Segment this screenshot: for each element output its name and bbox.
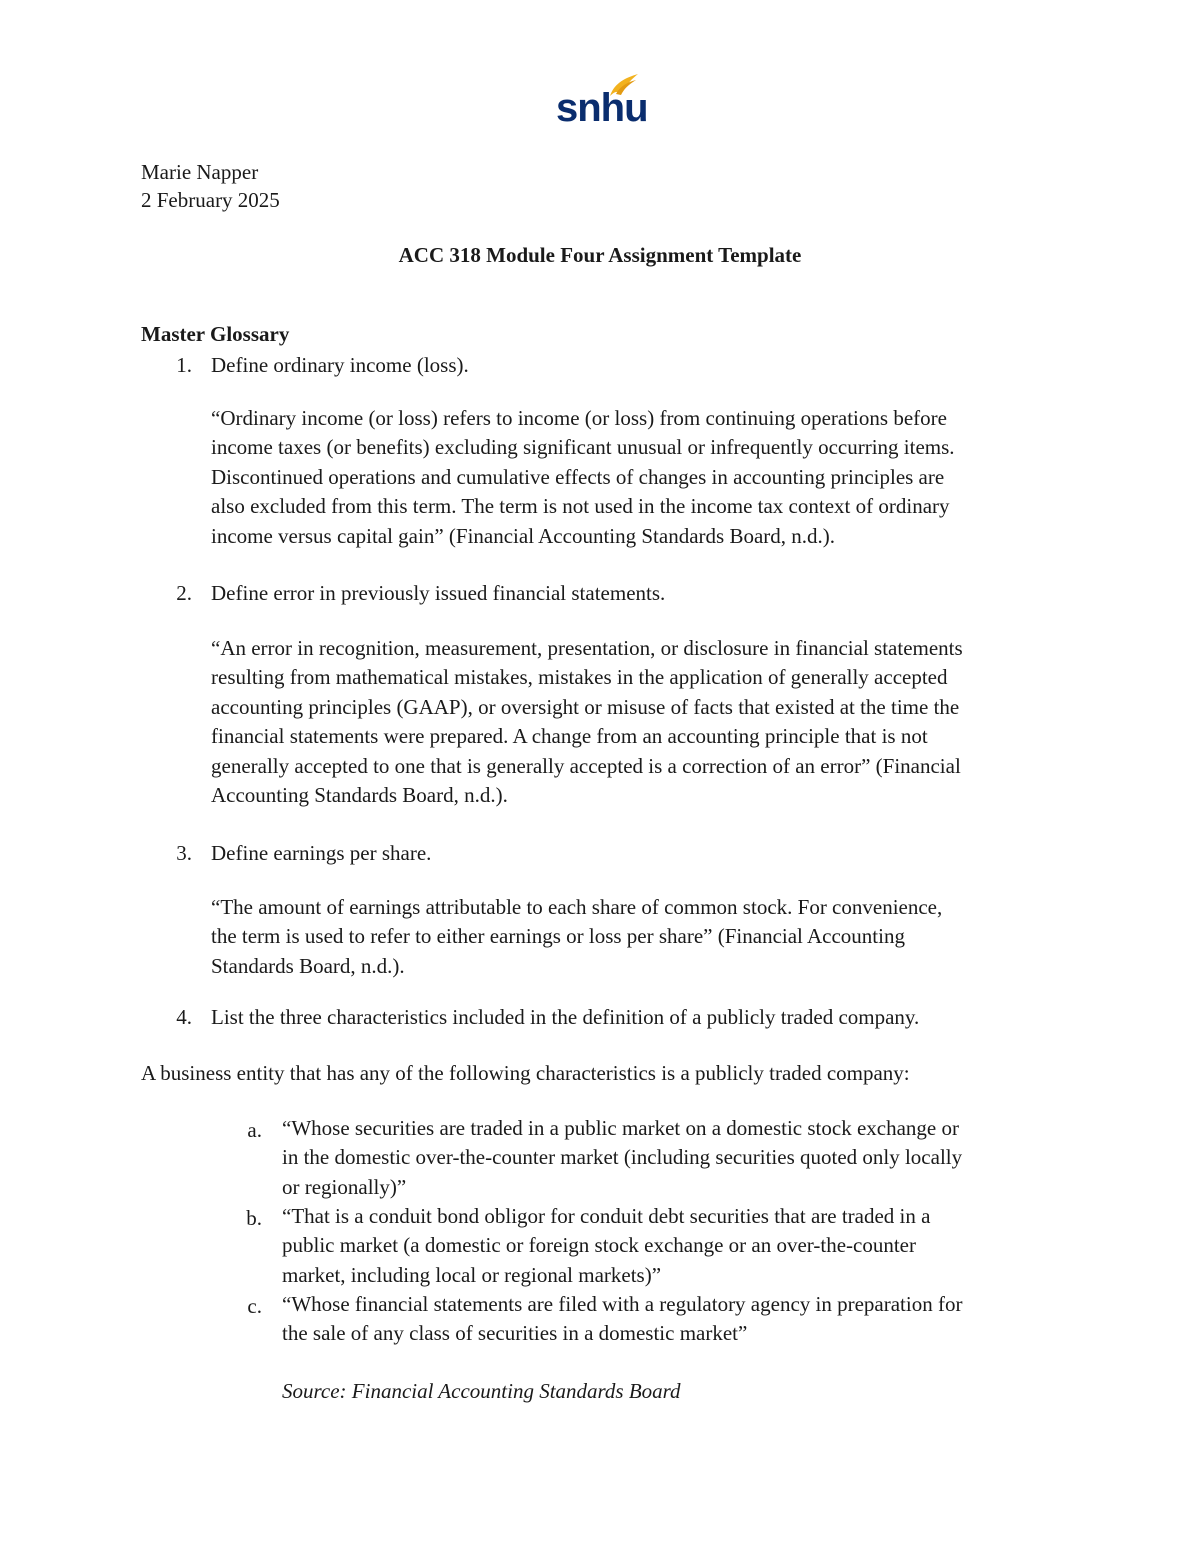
characteristic-line: market, including local or regional markets)” — [282, 1262, 662, 1287]
document-date: 2 February 2025 — [141, 188, 280, 212]
characteristic-c — [282, 1290, 962, 1349]
answer-line: Accounting Standards Board, n.d.). — [211, 783, 508, 808]
characteristic-line: in the domestic over-the-counter market (including securities quoted only locally — [282, 1145, 963, 1170]
characteristic-line: “That is a conduit bond obligor for conduit debt securities that are traded in a — [282, 1204, 931, 1228]
answer-line: “The amount of earnings attributable to each share of common stock. For convenience, — [211, 895, 943, 919]
answer-line: resulting from mathematical mistakes, mistakes in the application of generally accepted — [211, 665, 948, 690]
question-prompt: Define error in previously issued financial statements. — [211, 581, 666, 605]
question-prompt: List the three characteristics included in the definition of a publicly traded company. — [211, 1005, 920, 1029]
answer-line: income taxes (or benefits) excluding significant unusual or infrequently occurring items. — [211, 435, 955, 460]
characteristic-line: “Whose securities are traded in a public market on a domestic stock exchange or — [282, 1116, 959, 1140]
snhu-logo — [552, 72, 648, 134]
question-number: 4. — [176, 1005, 192, 1029]
page-title: ACC 318 Module Four Assignment Template — [398, 243, 802, 267]
characteristic-line: the sale of any class of securities in a domestic market” — [282, 1321, 748, 1346]
author-name: Marie Napper — [141, 160, 259, 184]
question-prompt: Define earnings per share. — [211, 841, 432, 865]
characteristic-line: public market (a domestic or foreign stock exchange or an over-the-counter — [282, 1233, 916, 1258]
question-number: 3. — [176, 841, 192, 865]
characteristic-line: or regionally)” — [282, 1174, 407, 1199]
answer-line: the term is used to refer to either earnings or loss per share” (Financial Accounting — [211, 924, 905, 949]
answer-line: “Ordinary income (or loss) refers to income (or loss) from continuing operations before — [211, 406, 947, 430]
section-heading: Master Glossary — [141, 322, 290, 346]
source-citation: Source: Financial Accounting Standards Board — [282, 1379, 681, 1403]
characteristic-a — [282, 1114, 962, 1202]
answer-line: also excluded from this term. The term is not used in the income tax context of ordinary — [211, 494, 950, 519]
intro-paragraph: A business entity that has any of the following characteristics is a publicly traded company: — [141, 1061, 910, 1085]
list-letter: a. — [247, 1118, 262, 1142]
answer-line: generally accepted to one that is generally accepted is a correction of an error” (Financial — [211, 753, 961, 778]
answer-1 — [211, 404, 955, 551]
characteristic-b — [282, 1202, 930, 1290]
logo-text: snhu — [556, 86, 648, 130]
answer-line: Standards Board, n.d.). — [211, 953, 405, 978]
answer-line: financial statements were prepared. A change from an accounting principle that is not — [211, 724, 928, 749]
question-number: 1. — [176, 353, 192, 377]
answer-line: “An error in recognition, measurement, presentation, or disclosure in financial statements — [211, 636, 963, 660]
list-letter: c. — [247, 1294, 262, 1318]
answer-3 — [211, 893, 942, 981]
answer-line: accounting principles (GAAP), or oversight or misuse of facts that existed at the time the — [211, 694, 960, 719]
answer-line: Discontinued operations and cumulative effects of changes in accounting principles are — [211, 464, 945, 489]
question-number: 2. — [176, 581, 192, 605]
answer-line: income versus capital gain” (Financial Accounting Standards Board, n.d.). — [211, 523, 836, 548]
list-letter: b. — [246, 1206, 262, 1230]
question-prompt: Define ordinary income (loss). — [211, 353, 469, 377]
answer-2 — [211, 634, 963, 810]
characteristic-line: “Whose financial statements are filed with a regulatory agency in preparation for — [282, 1292, 963, 1316]
